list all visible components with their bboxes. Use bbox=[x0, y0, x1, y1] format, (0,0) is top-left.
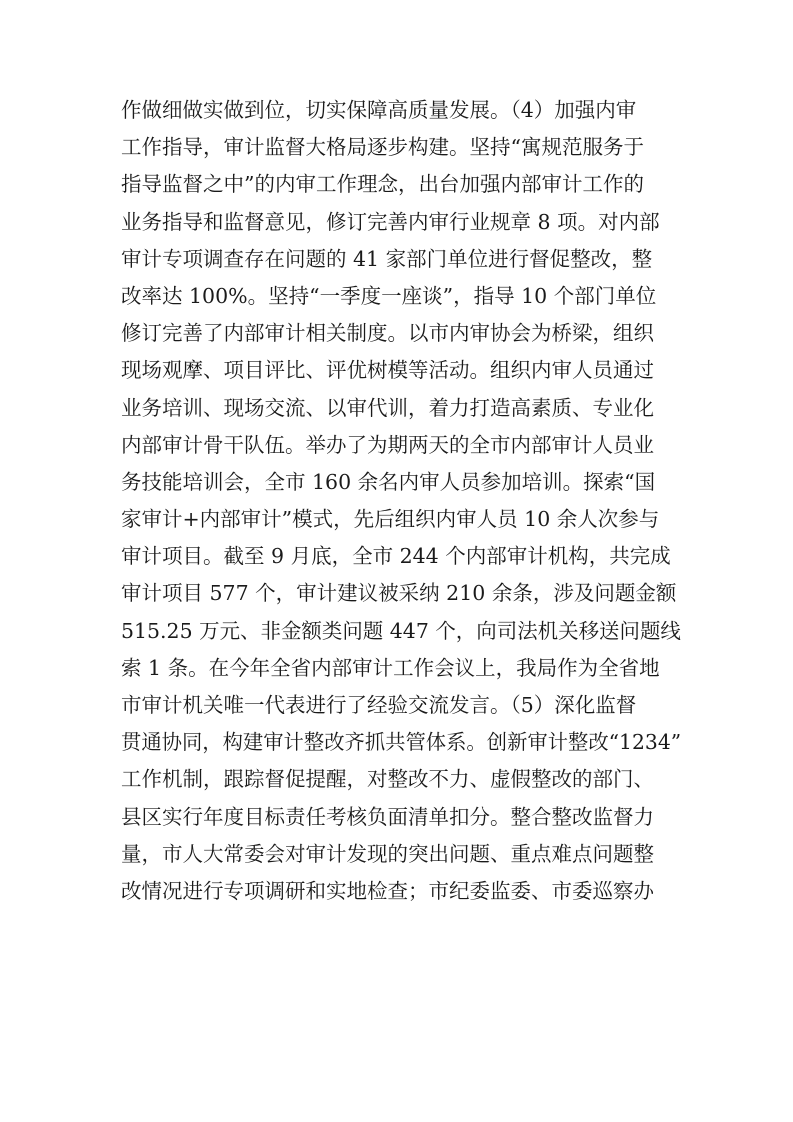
text-line-22: 改情况进行专项调研和实地检查；市纪委监委、市委巡察办 bbox=[121, 878, 654, 903]
text-line-15: 515.25 万元、非金额类问题 447 个，向司法机关移送问题线 bbox=[121, 618, 681, 643]
text-line-13: 审计项目。截至 9 月底，全市 244 个内部审计机构，共完成 bbox=[121, 544, 671, 569]
text-line-17: 市审计机关唯一代表进行了经验交流发言。（5）深化监督 bbox=[121, 693, 637, 717]
text-line-20: 县区实行年度目标责任考核负面清单扣分。整合整改监督力 bbox=[121, 804, 654, 829]
text-line-11: 务技能培训会，全市 160 余名内审人员参加培训。探索“国 bbox=[121, 469, 656, 494]
text-line-14: 审计项目 577 个，审计建议被采纳 210 余条，涉及问题金额 bbox=[121, 581, 677, 606]
text-line-2: 工作指导，审计监督大格局逐步构建。坚持“寓规范服务于 bbox=[121, 135, 644, 160]
text-line-9: 业务培训、现场交流、以审代训，着力打造高素质、专业化 bbox=[121, 395, 654, 420]
body-text bbox=[121, 92, 681, 910]
text-line-3: 指导监督之中”的内审工作理念，出台加强内部审计工作的 bbox=[121, 172, 644, 197]
text-line-7: 修订完善了内部审计相关制度。以市内审协会为桥梁，组织 bbox=[121, 321, 654, 346]
text-line-6: 改率达 100%。坚持“一季度一座谈”，指导 10 个部门单位 bbox=[121, 283, 657, 308]
text-line-18: 贯通协同，构建审计整改齐抓共管体系。创新审计整改“1234” bbox=[121, 730, 682, 755]
text-line-19: 工作机制，跟踪督促提醒，对整改不力、虚假整改的部门、 bbox=[121, 767, 654, 792]
text-line-16: 索 1 条。在今年全省内部审计工作会议上，我局作为全省地 bbox=[121, 655, 660, 680]
text-line-5: 审计专项调查存在问题的 41 家部门单位进行督促整改，整 bbox=[121, 246, 653, 271]
text-line-8: 现场观摩、项目评比、评优树模等活动。组织内审人员通过 bbox=[121, 358, 654, 383]
text-line-10: 内部审计骨干队伍。举办了为期两天的全市内部审计人员业 bbox=[121, 432, 654, 457]
text-line-4: 业务指导和监督意见，修订完善内审行业规章 8 项。对内部 bbox=[121, 209, 660, 234]
text-line-12: 家审计+内部审计”模式，先后组织内审人员 10 余人次参与 bbox=[121, 507, 660, 532]
text-line-21: 量，市人大常委会对审计发现的突出问题、重点难点问题整 bbox=[121, 841, 654, 866]
text-line-1: 作做细做实做到位，切实保障高质量发展。（4）加强内审 bbox=[121, 98, 637, 122]
